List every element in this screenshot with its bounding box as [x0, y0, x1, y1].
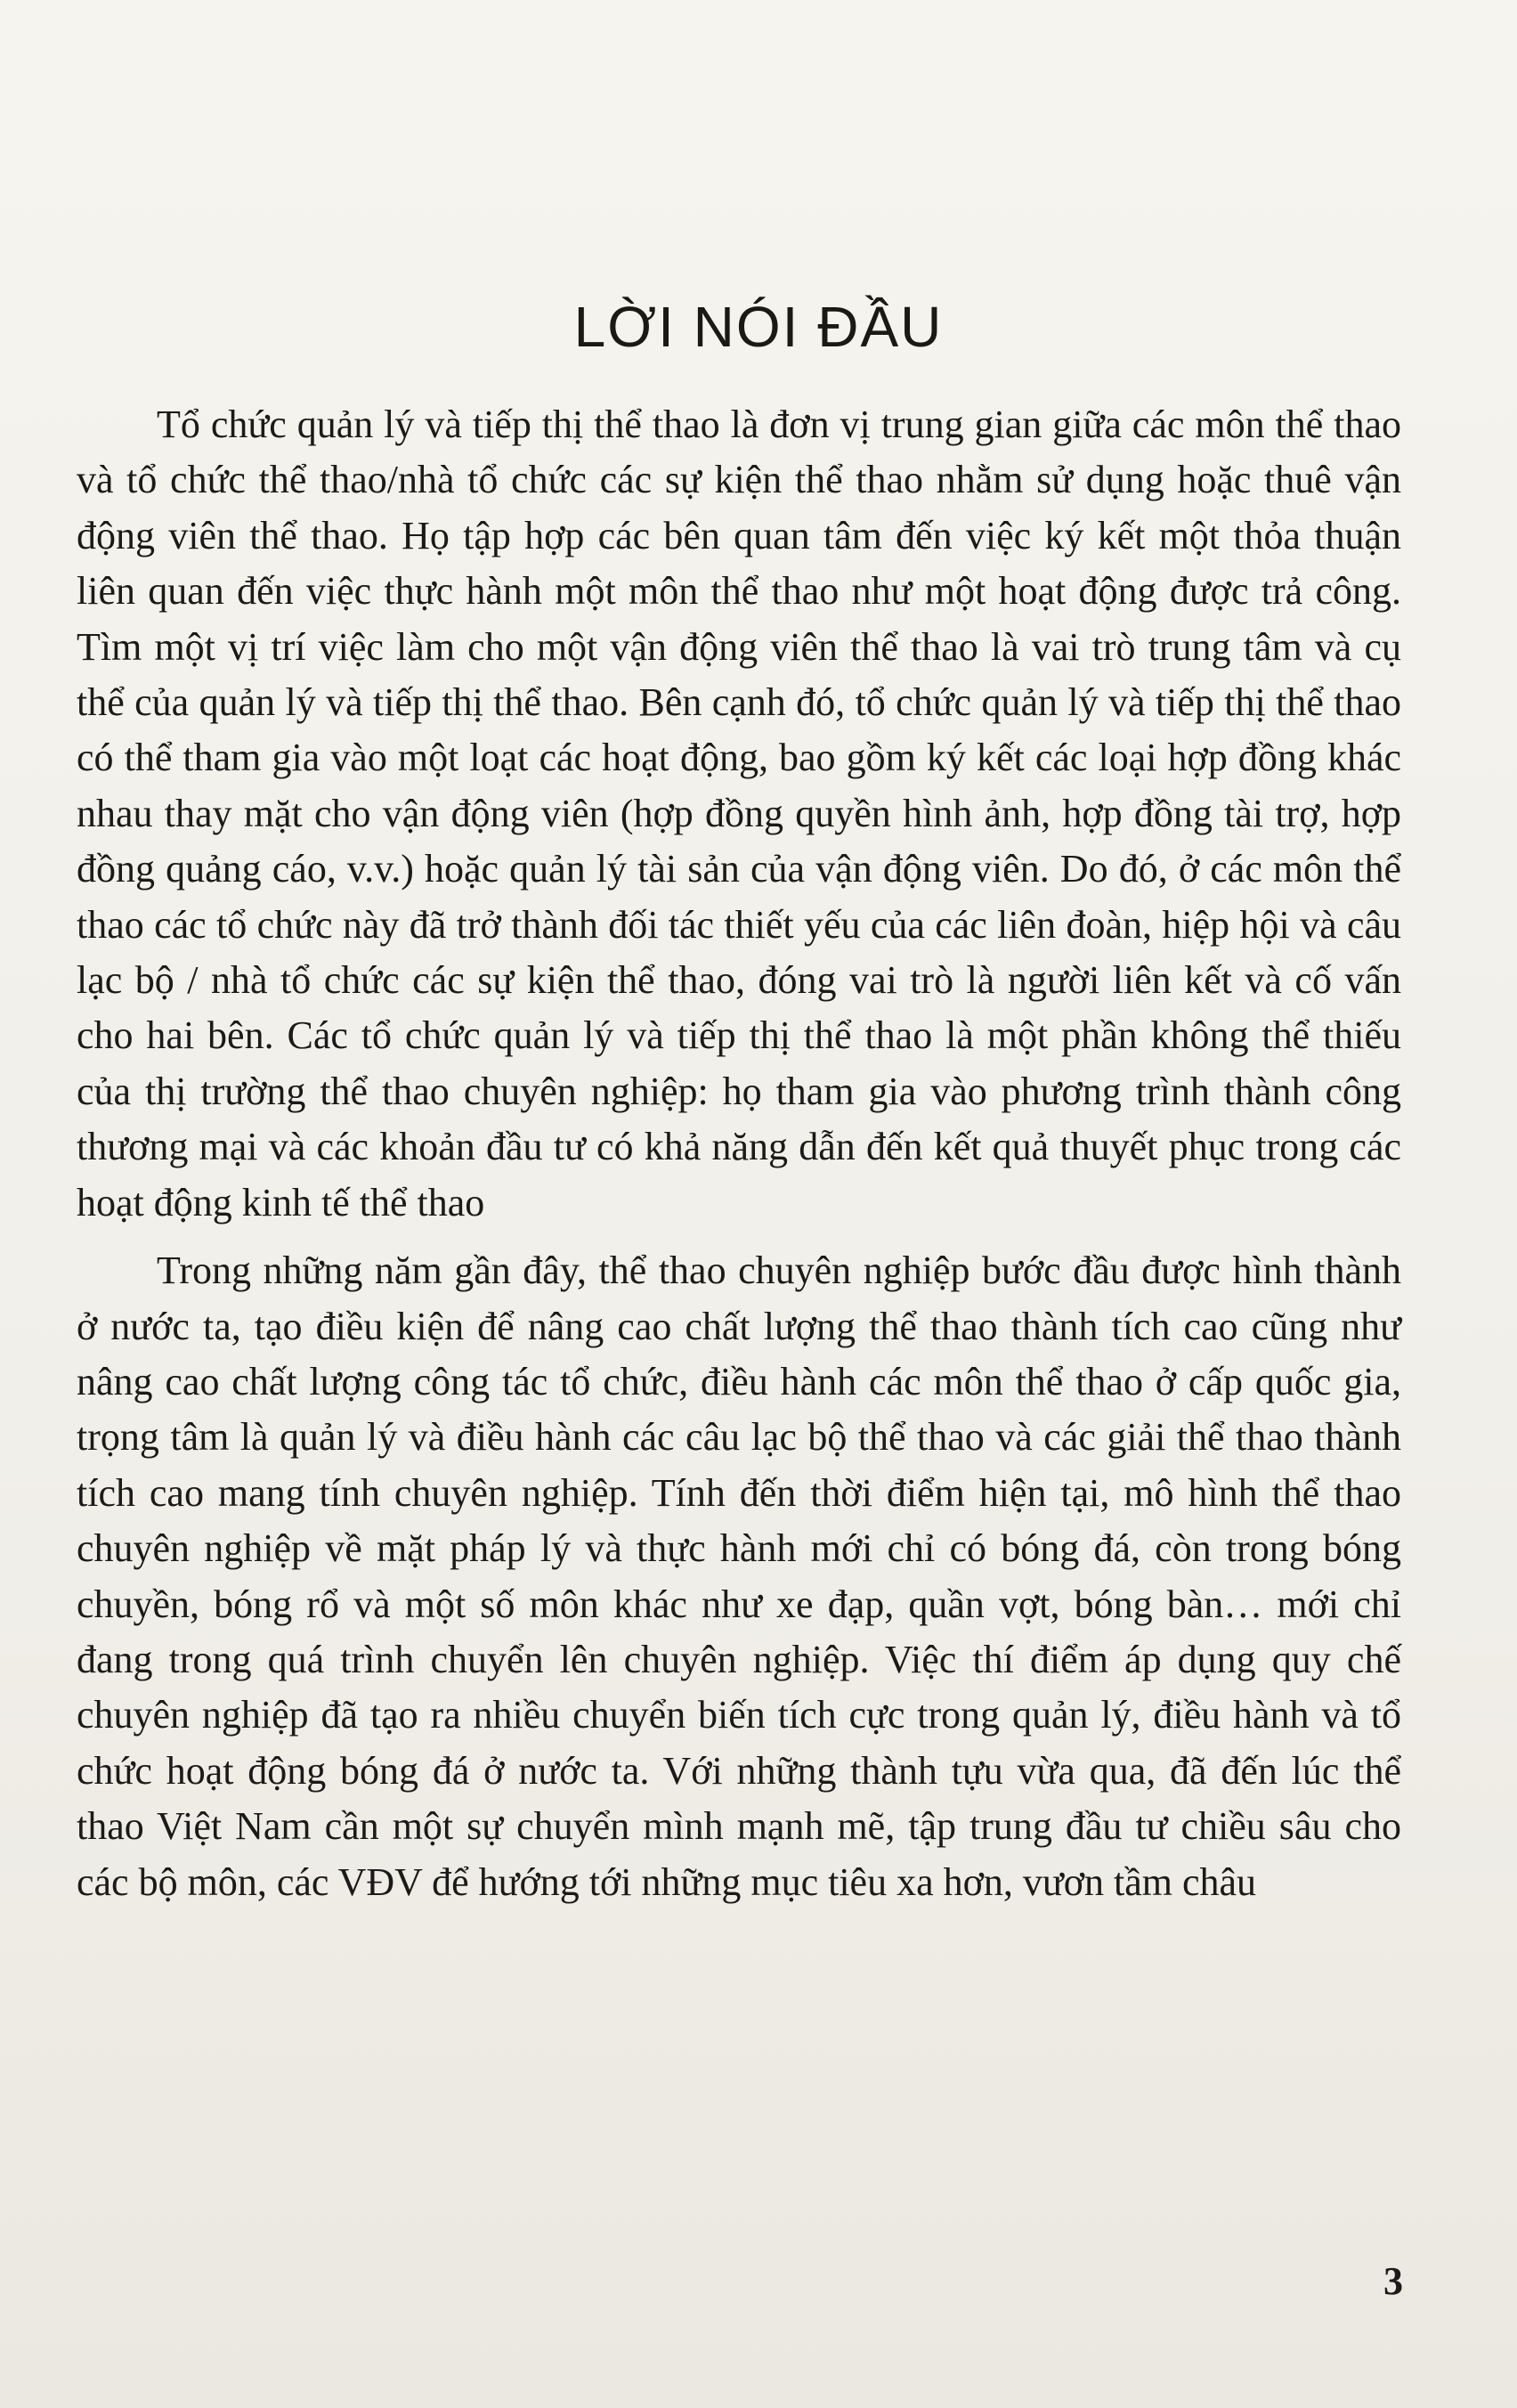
- paragraph-1: Tổ chức quản lý và tiếp thị thể thao là đơn vị trung gian giữa các môn thể thao và tổ chức thể thao/nhà tổ chức các sự kiện thể thao nhằm sử dụng hoặc thuê vận động viên thể thao. Họ tập hợp các bên quan tâm đến việc ký kết một thỏa thuận liên quan đến việc thực hành một môn thể thao như một hoạt động được trả công. Tìm một vị trí việc làm cho một vận động viên thể thao là vai trò trung tâm và cụ thể của quản lý và tiếp thị thể thao. Bên cạnh đó, tổ chức quản lý và tiếp thị thể thao có thể tham gia vào một loạt các hoạt động, bao gồm ký kết các loại hợp đồng khác nhau thay mặt cho vận động viên (hợp đồng quyền hình ảnh, hợp đồng tài trợ, hợp đồng quảng cáo, v.v.) hoặc quản lý tài sản của vận động viên. Do đó, ở các môn thể thao các tổ chức này đã trở thành đối tác thiết yếu của các liên đoàn, hiệp hội và câu lạc bộ / nhà tổ chức các sự kiện thể thao, đóng vai trò là người liên kết và cố vấn cho hai bên. Các tổ chức quản lý và tiếp thị thể thao là một phần không thể thiếu của thị trường thể thao chuyên nghiệp: họ tham gia vào phương trình thành công thương mại và các khoản đầu tư có khả năng dẫn đến kết quả thuyết phục trong các hoạt động kinh tế thể thao: [77, 403, 1401, 1224]
- page-number: 3: [1383, 2259, 1403, 2303]
- body-text: [77, 397, 1401, 1910]
- page-title: LỜI NÓI ĐẦU: [573, 295, 944, 359]
- paragraph-2: Trong những năm gần đây, thể thao chuyên nghiệp bước đầu được hình thành ở nước ta, tạo điều kiện để nâng cao chất lượng thể thao thành tích cao cũng như nâng cao chất lượng công tác tổ chức, điều hành các môn thể thao ở cấp quốc gia, trọng tâm là quản lý và điều hành các câu lạc bộ thể thao và các giải thể thao thành tích cao mang tính chuyên nghiệp. Tính đến thời điểm hiện tại, mô hình thể thao chuyên nghiệp về mặt pháp lý và thực hành mới chỉ có bóng đá, còn trong bóng chuyền, bóng rổ và một số môn khác như xe đạp, quần vợt, bóng bàn… mới chỉ đang trong quá trình chuyển lên chuyên nghiệp. Việc thí điểm áp dụng quy chế chuyên nghiệp đã tạo ra nhiều chuyển biến tích cực trong quản lý, điều hành và tổ chức hoạt động bóng đá ở nước ta. Với những thành tựu vừa qua, đã đến lúc thể thao Việt Nam cần một sự chuyển mình mạnh mẽ, tập trung đầu tư chiều sâu cho các bộ môn, các VĐV để hướng tới những mục tiêu xa hơn, vươn tầm châu: [77, 1249, 1401, 1904]
